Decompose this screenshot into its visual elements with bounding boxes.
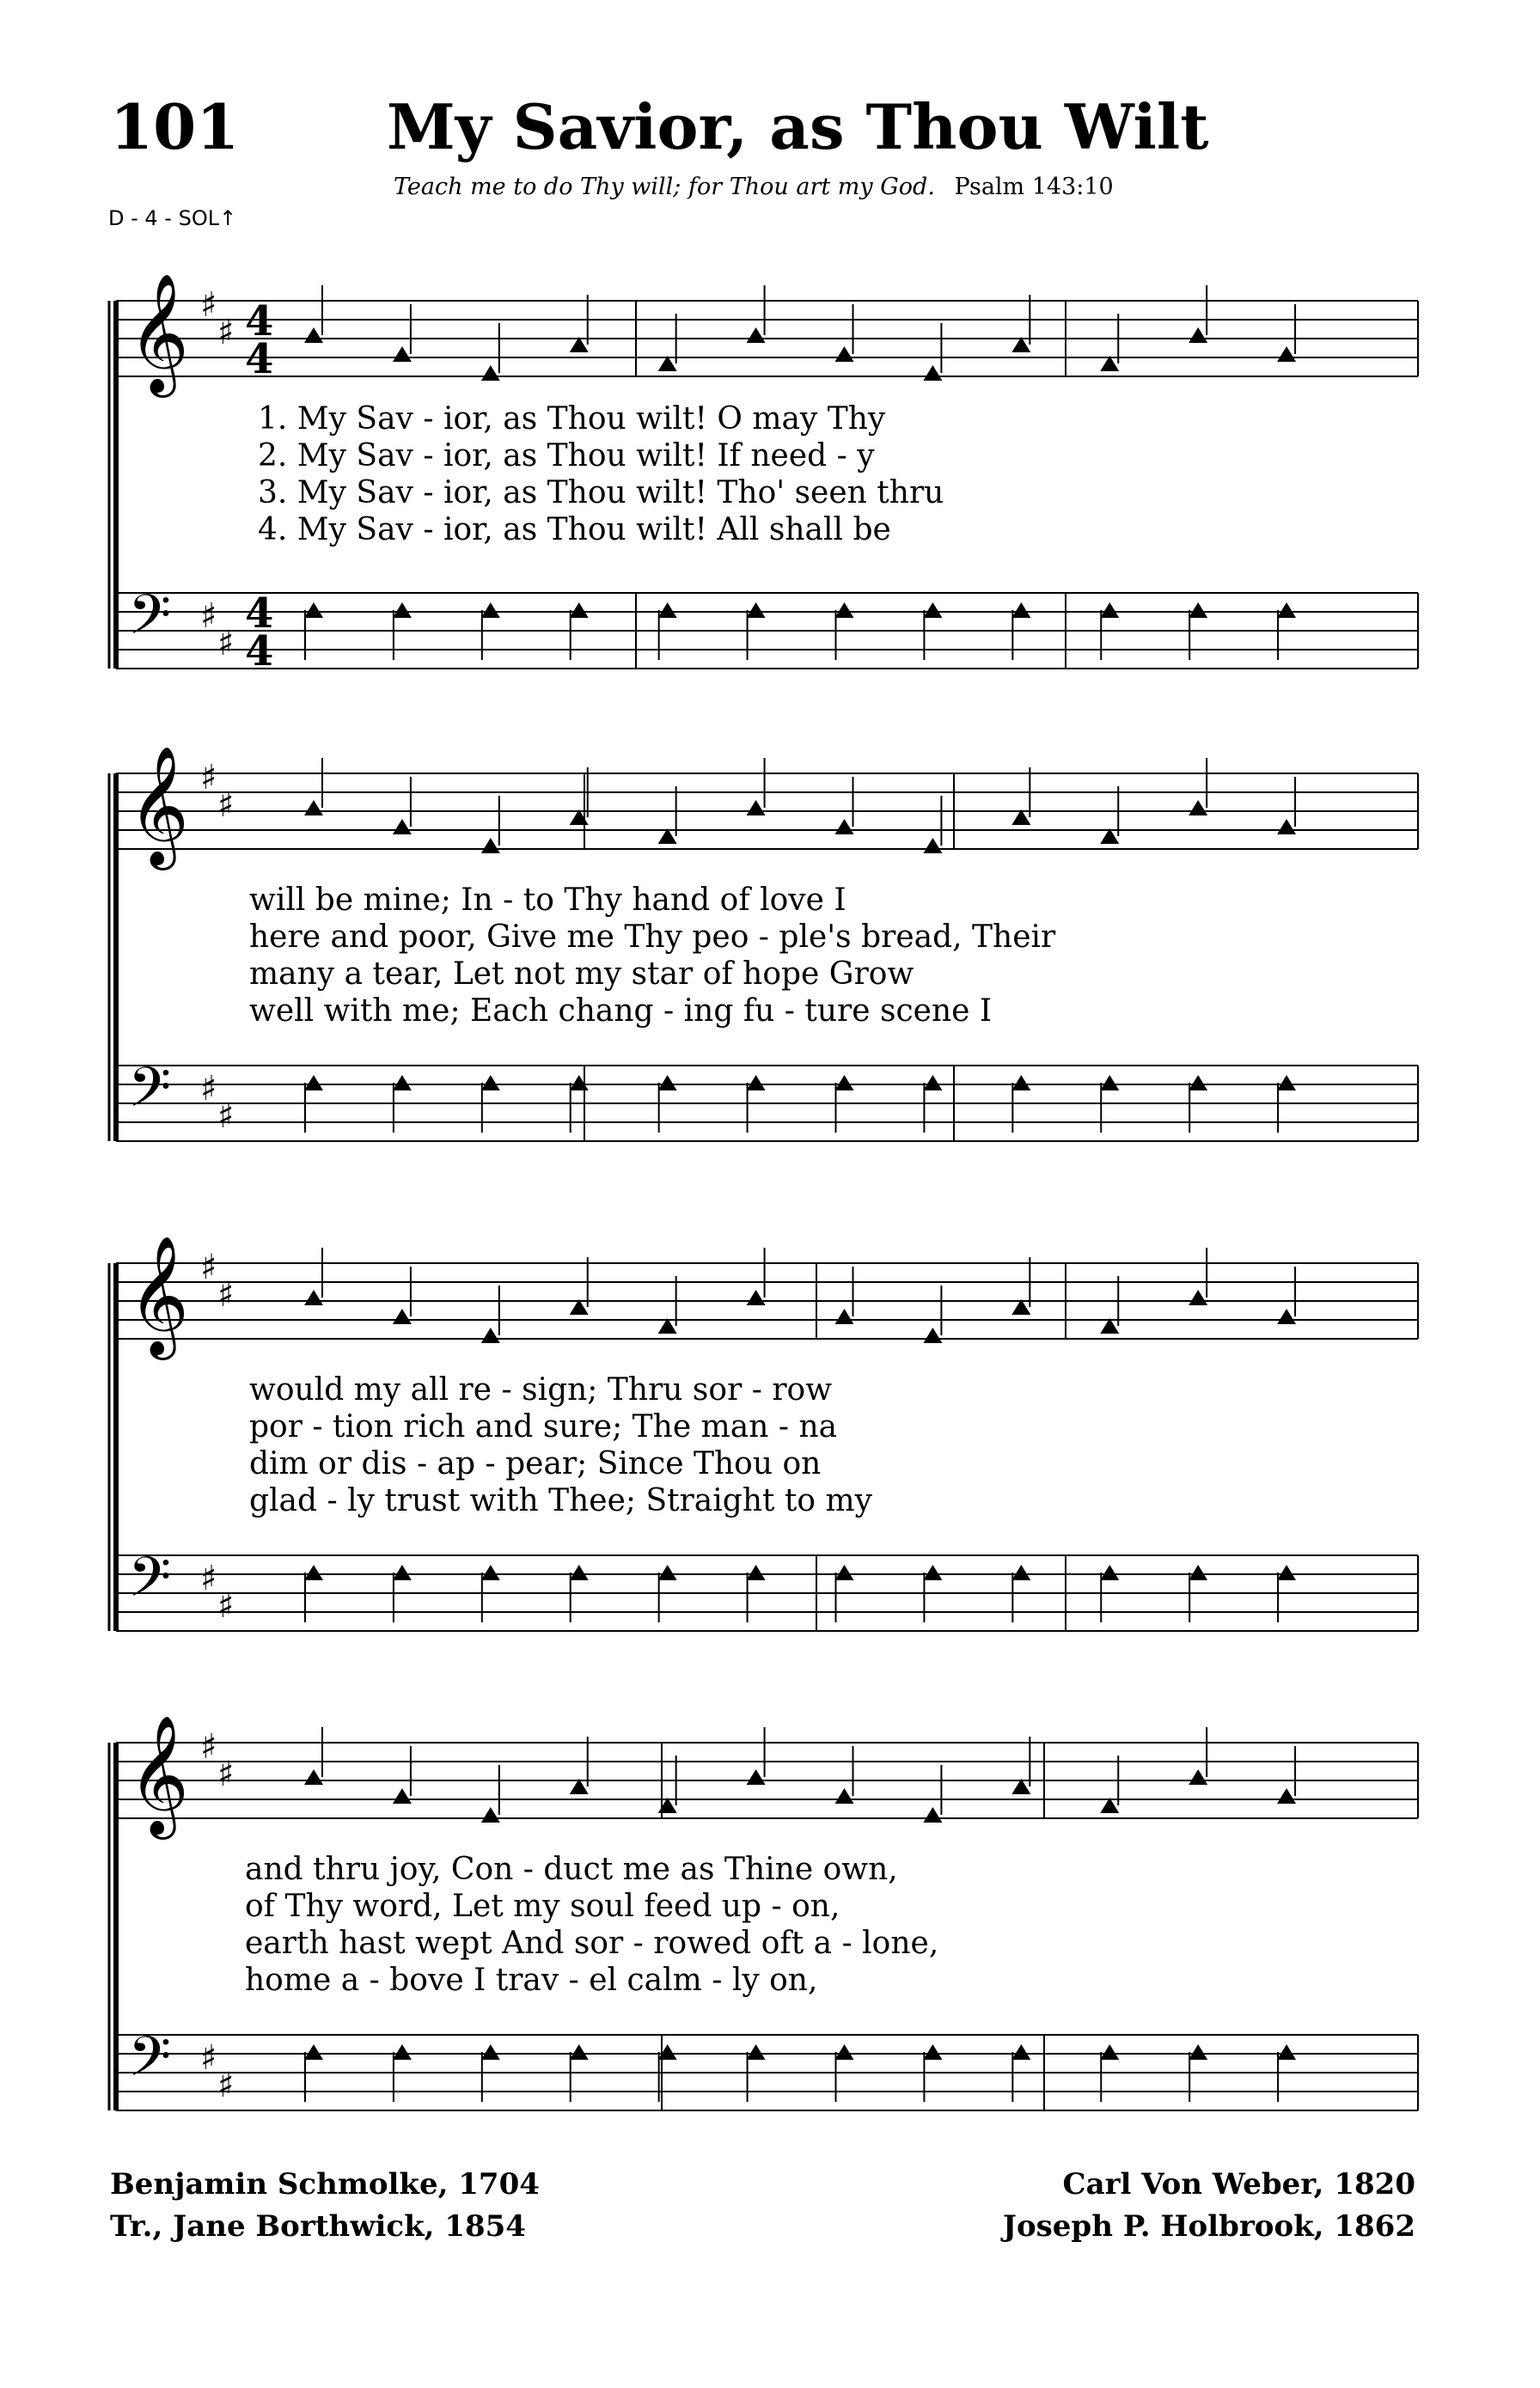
time-signature: 4 [245,297,274,345]
note-head [923,365,942,381]
treble-clef-icon: 𝄞 [128,275,189,393]
note-head [481,602,500,618]
music-system-3 [0,1237,1540,1684]
note-head [304,2044,323,2060]
note-head [747,1075,766,1090]
note-head [304,1565,323,1580]
note-head [393,346,412,362]
note-head [747,1565,766,1580]
note-head [481,1807,500,1823]
note-head [481,1565,500,1580]
note-head [923,1328,942,1343]
note-head [1189,800,1207,815]
note-head [393,1309,412,1324]
author-credit: Benjamin Schmolke, 1704 [110,2167,540,2202]
sharp-icon: ♯ [217,785,235,825]
note-head [1189,327,1207,343]
note-head [481,838,500,853]
note-head [393,602,412,618]
note-head [393,1075,412,1090]
time-signature: 4 [245,627,274,675]
sharp-icon: ♯ [200,1559,217,1598]
note-head [481,365,500,381]
lyric-verse-2: here and poor, Give me Thy peo - ple's bread, Their [249,919,1056,955]
note-head [304,602,323,618]
lyric-verse-4: well with me; Each chang - ing fu - ture scene I [249,993,993,1029]
composer-credit: Carl Von Weber, 1820 [1062,2167,1415,2202]
sharp-icon: ♯ [217,1586,235,1626]
lyric-verse-2: 2. My Sav - ior, as Thou wilt! If need - y [258,438,875,473]
note-head [923,2044,942,2060]
epigraph [394,174,1114,200]
note-head [1189,602,1207,618]
arranger-credit: Joseph P. Holbrook, 1862 [1002,2209,1415,2244]
note-head [1277,2044,1296,2060]
note-head [570,1565,589,1580]
note-head [304,327,323,343]
treble-clef-icon: 𝄞 [128,1715,189,1835]
bass-clef-icon: 𝄢 [128,1056,172,1133]
sharp-icon: ♯ [200,758,217,797]
note-head [747,2044,766,2060]
sharp-icon: ♯ [200,1248,217,1287]
note-head [747,327,766,343]
epigraph-quote: Teach me to do Thy will; for Thou art my God. [394,174,935,200]
sharp-icon: ♯ [200,2038,217,2078]
lyric-verse-3: dim or dis - ap - pear; Since Thou on [249,1446,822,1481]
note-head [393,819,412,834]
lyric-verse-2: of Thy word, Let my soul feed up - on, [245,1889,840,1924]
note-head [481,1075,500,1090]
music-system-2 [0,748,1540,1194]
note-head [658,2044,677,2060]
note-head [1100,602,1119,618]
note-head [1011,602,1030,618]
lyric-verse-1: will be mine; In - to Thy hand of love I [249,883,846,918]
note-head [923,838,942,853]
note-head [304,1290,323,1305]
lyric-verse-4: 4. My Sav - ior, as Thou wilt! All shall be [258,512,891,547]
music-system-4 [0,1701,1540,2148]
music-credits [1003,2164,1415,2249]
sharp-icon: ♯ [217,1096,235,1136]
note-head [747,1769,766,1785]
note-head [1189,1290,1207,1305]
note-head [1189,1565,1207,1580]
note-head [1277,1075,1296,1090]
sharp-icon: ♯ [217,1275,235,1315]
note-head [1100,1075,1119,1090]
sharp-icon: ♯ [217,313,235,352]
bass-clef-icon: 𝄢 [128,583,172,661]
lyric-verse-2: por - tion rich and sure; The man - na [249,1409,838,1444]
note-head [747,1290,766,1305]
sharp-icon: ♯ [200,596,217,636]
sharp-icon: ♯ [200,1727,217,1767]
bass-clef-icon: 𝄢 [128,2025,172,2103]
hymn-title: My Savior, as Thou Wilt [387,90,1209,163]
note-head [1100,2044,1119,2060]
note-head [923,1075,942,1090]
note-head [1277,1309,1296,1324]
note-head [658,1565,677,1580]
note-head [1011,1075,1030,1090]
note-head [835,346,854,362]
note-head [570,602,589,618]
note-head [1277,1788,1296,1804]
lyric-verse-1: and thru joy, Con - duct me as Thine own, [245,1852,898,1887]
note-head [481,1328,500,1343]
epigraph-reference: Psalm 143:10 [954,174,1114,200]
note-head [747,602,766,618]
note-head [835,1309,854,1324]
lyric-verse-3: earth hast wept And sor - rowed oft a - lone, [245,1926,939,1961]
note-head [1277,819,1296,834]
note-head [1277,602,1296,618]
note-head [1189,1769,1207,1785]
note-head [658,602,677,618]
note-head [393,1565,412,1580]
note-head [923,602,942,618]
note-head [481,2044,500,2060]
note-head [304,1769,323,1785]
note-head [835,819,854,834]
translator-credit: Tr., Jane Borthwick, 1854 [110,2209,526,2244]
lyric-verse-3: 3. My Sav - ior, as Thou wilt! Tho' seen thru [258,475,944,510]
sharp-icon: ♯ [217,2066,235,2105]
note-head [835,2044,854,2060]
note-head [923,1807,942,1823]
note-head [304,800,323,815]
note-head [304,1075,323,1090]
treble-clef-icon: 𝄞 [128,748,189,865]
note-head [923,1565,942,1580]
note-head [1011,1565,1030,1580]
words-credits [110,2164,540,2249]
sharp-icon: ♯ [217,1755,235,1794]
note-head [835,1075,854,1090]
lyric-verse-4: home a - bove I trav - el calm - ly on, [245,1963,818,1998]
grand-staff [0,1701,1540,2148]
time-signature: 4 [245,589,274,638]
hymn-number: 101 [110,90,240,163]
note-head [1277,346,1296,362]
note-head [1277,1565,1296,1580]
note-head [835,602,854,618]
note-head [570,2044,589,2060]
note-head [835,1788,854,1804]
time-signature: 4 [245,335,274,383]
note-head [393,1788,412,1804]
sharp-icon: ♯ [217,624,235,663]
lyric-verse-3: many a tear, Let not my star of hope Grow [249,956,914,992]
note-head [658,1075,677,1090]
note-head [1189,1075,1207,1090]
note-head [570,1075,589,1090]
note-head [1189,2044,1207,2060]
tune-meta: D - 4 - SOL↑ [108,206,237,230]
treble-clef-icon: 𝄞 [128,1237,189,1355]
note-head [1011,2044,1030,2060]
music-system-1 [0,275,1540,722]
bass-clef-icon: 𝄢 [128,1546,172,1623]
note-head [393,2044,412,2060]
sharp-icon: ♯ [200,285,217,325]
lyric-verse-1: 1. My Sav - ior, as Thou wilt! O may Thy [258,401,886,437]
note-head [1100,1565,1119,1580]
note-head [835,1565,854,1580]
sharp-icon: ♯ [200,1069,217,1108]
lyric-verse-1: would my all re - sign; Thru sor - row [249,1372,833,1408]
note-head [747,800,766,815]
lyric-verse-4: glad - ly trust with Thee; Straight to my [249,1483,872,1518]
